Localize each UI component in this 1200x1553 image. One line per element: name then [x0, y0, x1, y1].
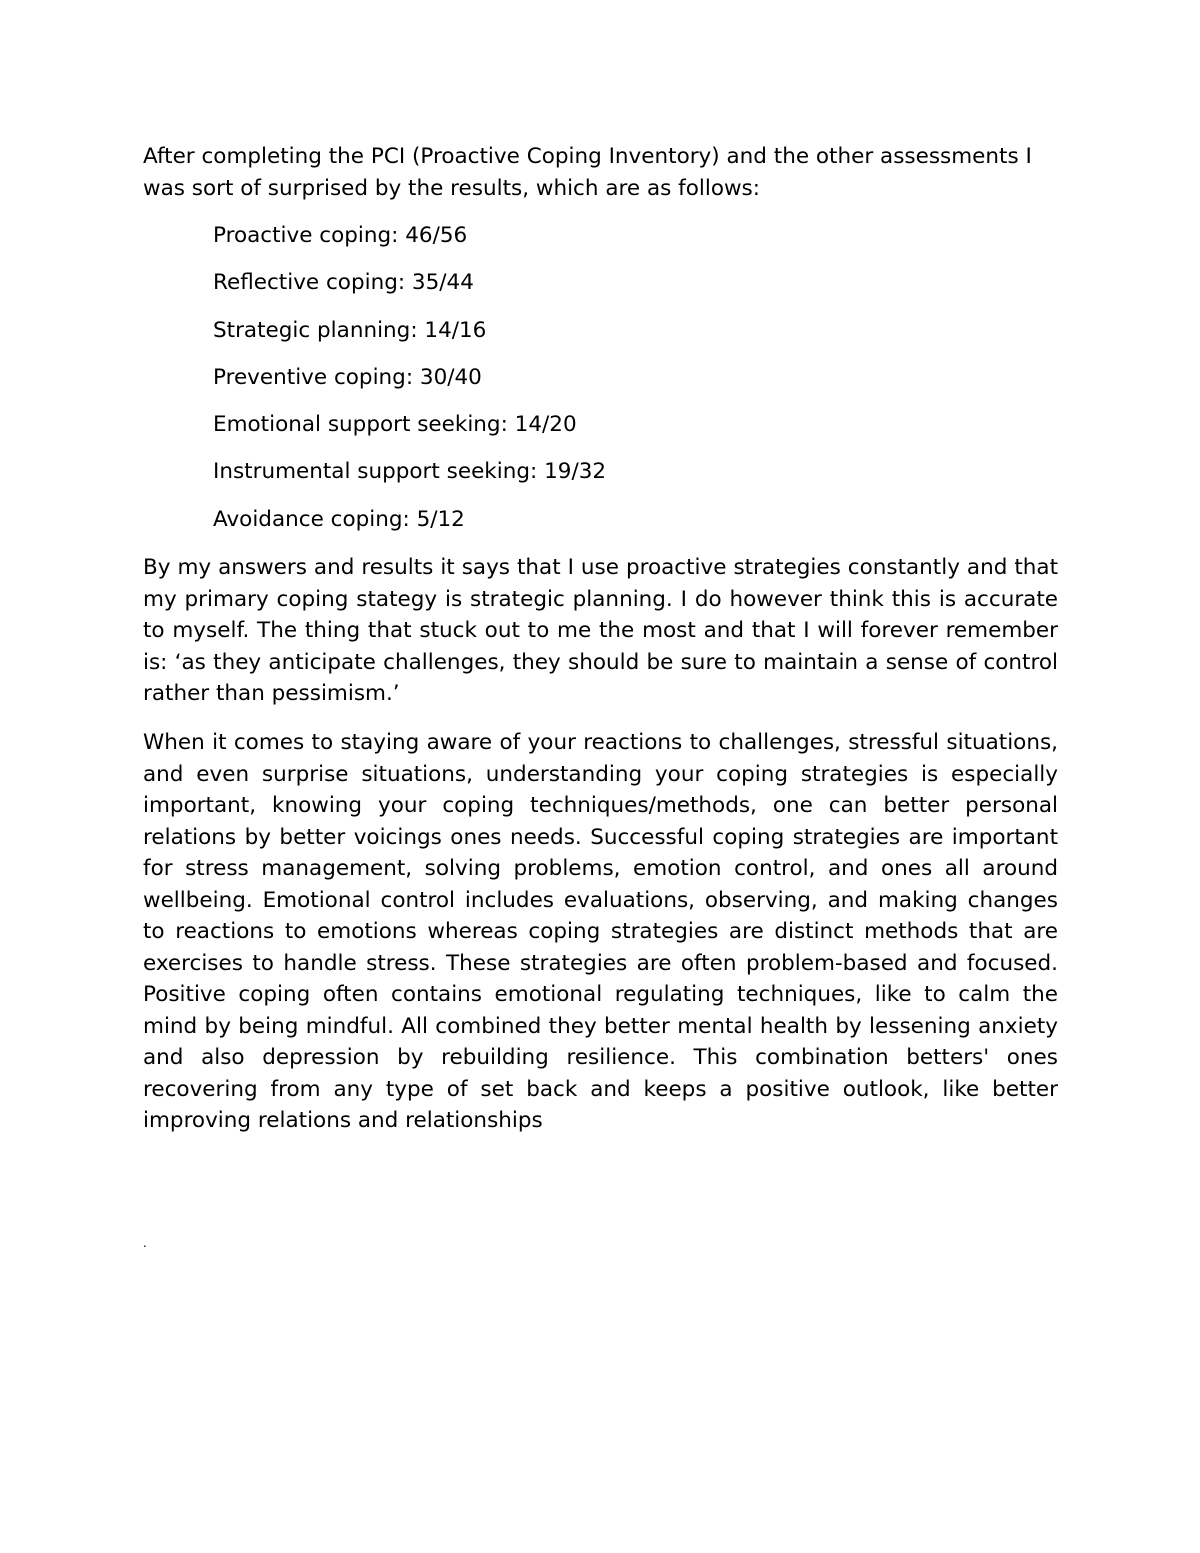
results-interpretation-paragraph: By my answers and results it says that I use proactive strategies constantly and that my primary coping stategy is strategic planning. I do however think this is accurate to myself. The thing that stuck out to me the most and that I will forever remember is: ‘as they anticipate challenges, they should be sure to maintain a sense of control rather than pessimism.’	[143, 555, 1058, 706]
result-item: Emotional support seeking: 14/20	[213, 412, 577, 438]
result-item: Strategic planning: 14/16	[213, 317, 487, 343]
result-item: Reflective coping: 35/44	[213, 270, 474, 296]
result-item: Avoidance coping: 5/12	[213, 506, 465, 532]
trailing-mark: .	[143, 1236, 147, 1250]
result-item: Instrumental support seeking: 19/32	[213, 459, 607, 485]
intro-paragraph: After completing the PCI (Proactive Coping Inventory) and the other assessments I was sort of surprised by the results, which are as follows:	[143, 144, 1032, 201]
coping-strategies-paragraph: When it comes to staying aware of your reactions to challenges, stressful situations, and even surprise situations, understanding your coping strategies is especially important, knowing your coping techniques/methods, one can better personal relations by better voicings ones needs. Successful coping strategies are important for stress management, solving problems, emotion control, and ones all around wellbeing. Emotional control includes evaluations, observing, and making changes to reactions to emotions whereas coping strategies are distinct methods that are exercises to handle stress. These strategies are often problem-based and focused. Positive coping often contains emotional regulating techniques, like to calm the mind by being mindful. All combined they better mental health by lessening anxiety and also depression by rebuilding resilience. This combination betters' ones recovering from any type of set back and keeps a positive outlook, like better improving relations and relationships	[143, 730, 1058, 1133]
result-item: Proactive coping: 46/56	[213, 223, 468, 248]
results-list	[213, 220, 606, 551]
result-item: Preventive coping: 30/40	[213, 364, 482, 390]
